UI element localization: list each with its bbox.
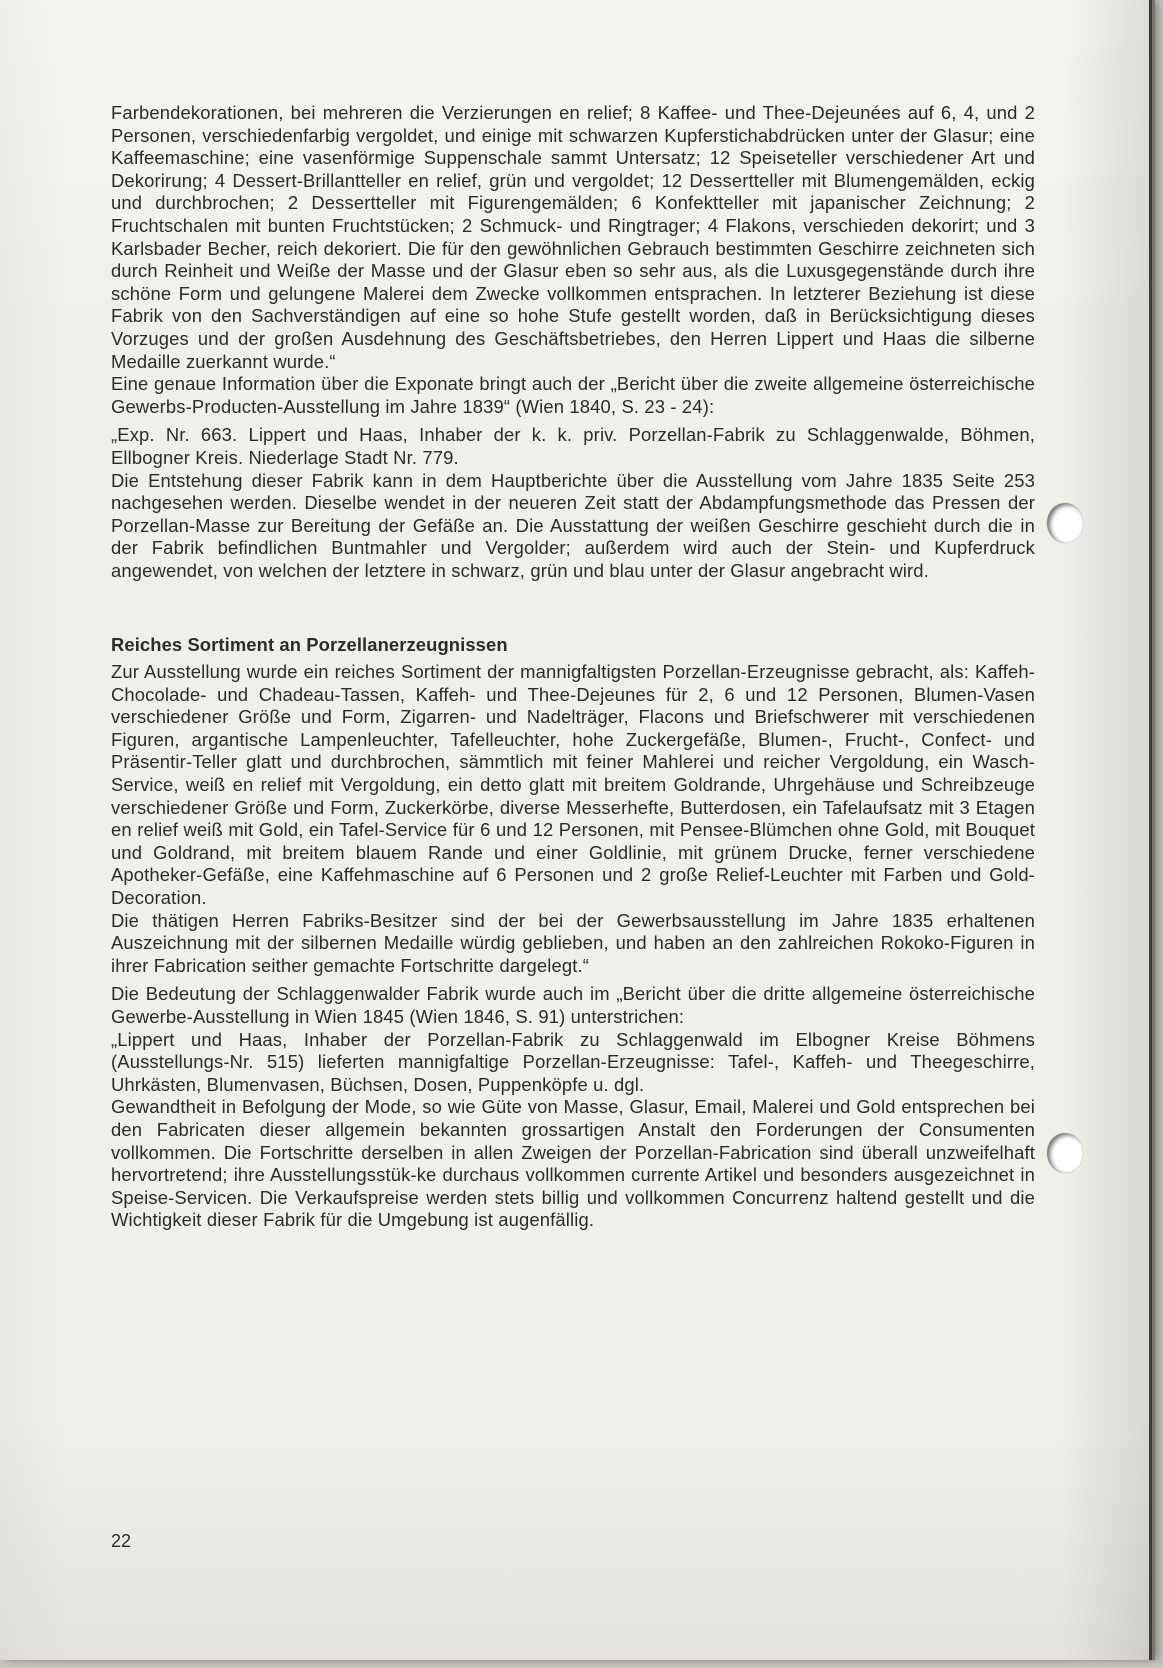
paragraph-7: Die Bedeutung der Schlaggenwalder Fabrik wurde auch im „Bericht über die dritte allgemeine österreichische Gewerbe-Ausstellung in Wien 1845 (Wien 1846, S. 91) unterstrichen: bbox=[111, 983, 1035, 1027]
paragraph-2: Eine genaue Information über die Exponate bringt auch der „Bericht über die zweite allgemeine österreichische Gewerbs-Producten-Ausstellung im Jahre 1839“ (Wien 1840, S. 23 - 24): bbox=[111, 373, 1035, 417]
paragraph-3: „Exp. Nr. 663. Lippert und Haas, Inhaber der k. k. priv. Porzellan-Fabrik zu Schlaggenwalde, Böhmen, Ellbogner Kreis. Niederlage Stadt Nr. 779. bbox=[111, 424, 1035, 468]
paragraph-4: Die Entstehung dieser Fabrik kann in dem Hauptberichte über die Ausstellung vom Jahre 1835 Seite 253 nachgesehen werden. Dieselbe wendet in der neueren Zeit statt der Abdampfungsmethode das Pressen der Porzellan-Masse zur Bereitung der Gefäße an. Die Ausstattung der weißen Geschirre geschieht durch die in der Fabrik befindlichen Buntmahler und Vergolder; außerdem wird auch der Stein- und Kupferdruck angewendet, von welchen der letztere in schwarz, grün und blau unter der Glasur angebracht wird. bbox=[111, 469, 1035, 581]
paragraph-5: Zur Ausstellung wurde ein reiches Sortiment der mannigfaltigsten Porzellan-Erzeugnisse gebracht, als: Kaffeh- Chocolade- und Chadeau-Tassen, Kaffeh- und Thee-Dejeunes für 2, 6 und 12 Personen, Blumen-Vasen verschiedener Größe und Form, Zigarren- und Nadelträger, Flacons und Briefschwerer mit verschiedenen Figuren, argantische Lampenleuchter, Tafelleuchter, hohe Zuckergefäße, Blumen-, Frucht-, Confect- und Präsentir-Teller glatt und durchbrochen, sämmtlich mit feiner Mahlerei und reicher Vergoldung, ein Wasch-Service, weiß en relief mit Vergoldung, ein detto glatt mit breitem Goldrande, Uhrgehäuse und Schreibzeuge verschiedener Größe und Form, Zuckerkörbe, diverse Messerhefte, Butterdosen, ein Tafelaufsatz mit 3 Etagen en relief weiß mit Gold, ein Tafel-Service für 6 und 12 Personen, mit Pensee-Blümchen ohne Gold, mit Bouquet und Goldrand, mit breitem blauem Rande und einer Goldlinie, mit grünem Drucke, ferner verschiedene Apotheker-Gefäße, eine Kaffehmaschine auf 6 Personen und 2 große Relief-Leuchter mit Farben und Gold-Decoration. bbox=[111, 661, 1035, 908]
text-column bbox=[111, 102, 1035, 1238]
section-heading: Reiches Sortiment an Porzellanerzeugnissen bbox=[111, 634, 508, 656]
punch-hole-top bbox=[1047, 503, 1083, 543]
paragraph-6: Die thätigen Herren Fabriks-Besitzer sind der bei der Gewerbsausstellung im Jahre 1835 erhaltenen Auszeichnung mit der silbernen Medaille würdig geblieben, und haben an den zahlreichen Rokoko-Figuren in ihrer Fabrication seither gemachte Fortschritte dargelegt.“ bbox=[111, 909, 1035, 976]
punch-hole-bottom bbox=[1047, 1133, 1083, 1173]
page-number: 22 bbox=[111, 1531, 132, 1551]
paragraph-9: Gewandtheit in Befolgung der Mode, so wie Güte von Masse, Glasur, Email, Malerei und Gold entsprechen bei den Fabricaten dieser allgemein bekannten grossartigen Anstalt den Forderungen der Consumenten vollkommen. Die Fortschritte derselben in allen Zweigen der Porzellan-Fabrication sind überall unzweifelhaft hervortretend; ihre Ausstellungsstük-ke durchaus vollkommen currente Artikel und besonders ausgezeichnet in Speise-Servicen. Die Verkaufspreise werden stets billig und vollkommen Concurrenz haltend gestellt und die Wichtigkeit dieser Fabrik für die Umgebung ist augenfällig. bbox=[111, 1096, 1035, 1231]
page-edge-shadow bbox=[1149, 0, 1152, 1660]
paragraph-1: Farbendekorationen, bei mehreren die Verzierungen en relief; 8 Kaffee- und Thee-Dejeunées auf 6, 4, und 2 Personen, verschiedenfarbig vergoldet, und einige mit schwarzen Kupferstichabdrücken unter der Glasur; eine Kaffeemaschine; eine vasenförmige Suppenschale sammt Untersatz; 12 Speiseteller verschiedener Art und Dekorirung; 4 Dessert-Brillantteller en relief, grün und vergoldet; 12 Dessertteller mit Blumengemälden, eckig und durchbrochen; 2 Dessertteller mit Figurengemälden; 6 Konfektteller mit japanischer Zeichnung; 2 Fruchtschalen mit bunten Fruchtstücken; 2 Schmuck- und Ringtrager; 4 Flakons, verschieden dekorirt; und 3 Karlsbader Becher, reich dekoriert. Die für den gewöhnlichen Gebrauch bestimmten Geschirre zeichneten sich durch Reinheit und Weiße der Masse und der Glasur eben so sehr aus, als die Luxusgegenstände durch ihre schöne Form und gelungene Malerei dem Zwecke vollkommen entsprachen. In letzterer Beziehung ist diese Fabrik von den Sachverständigen auf eine so hohe Stufe gestellt worden, daß in Berücksichtigung dieses Vorzuges und der großen Ausdehnung des Geschäftsbetriebes, den Herren Lippert und Haas die silberne Medaille zuerkannt wurde.“ bbox=[111, 102, 1035, 372]
paragraph-8: „Lippert und Haas, Inhaber der Porzellan-Fabrik zu Schlaggenwald im Elbogner Kreise Böhmens (Ausstellungs-Nr. 515) lieferten mannigfaltige Porzellan-Erzeugnisse: Tafel-, Kaffeh- und Theegeschirre, Uhrkästen, Blumenvasen, Büchsen, Dosen, Puppenköpfe u. dgl. bbox=[111, 1028, 1035, 1095]
